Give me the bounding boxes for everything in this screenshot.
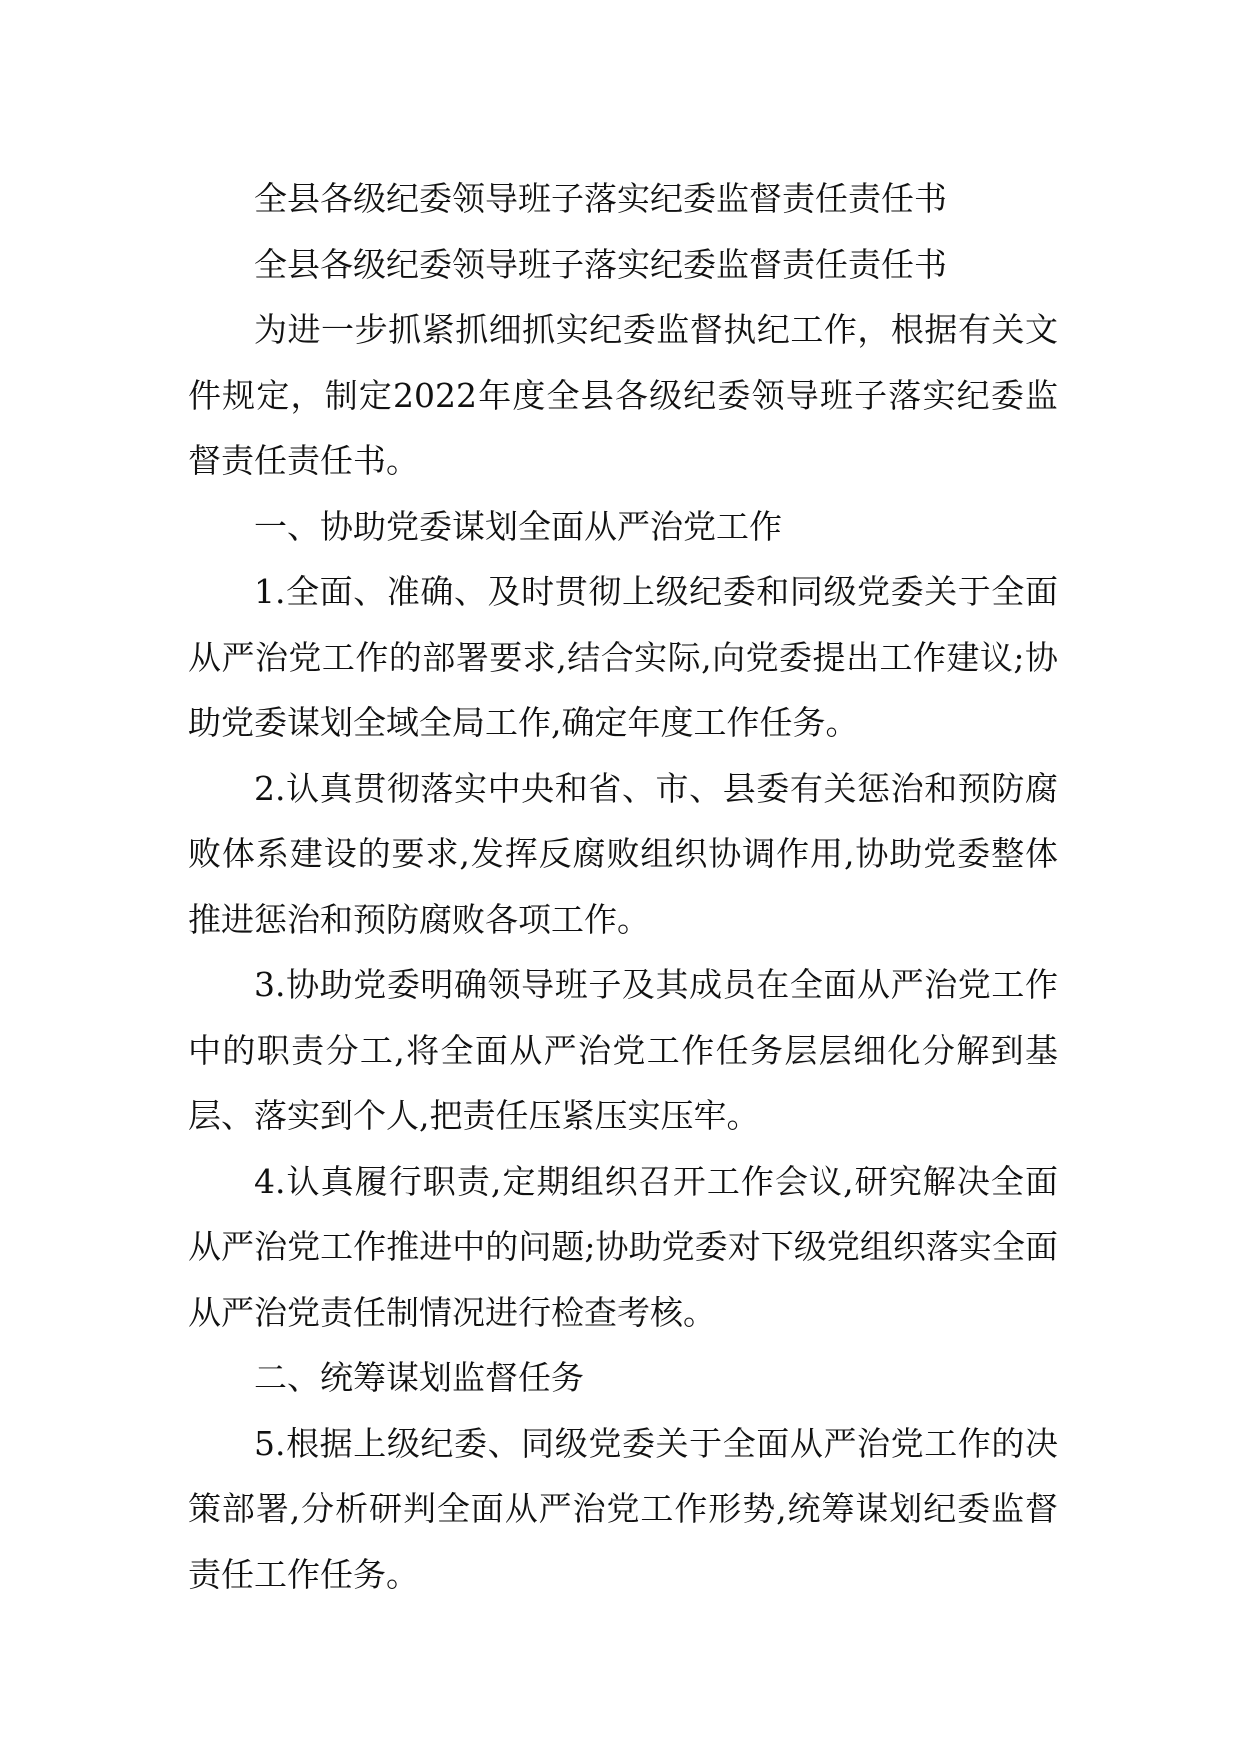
list-item-3: 3.协助党委明确领导班子及其成员在全面从严治党工作中的职责分工,将全面从严治党工作任务层层细化分解到基层、落实到个人,把责任压紧压实压牢。 bbox=[188, 965, 1058, 1135]
list-item-1: 1.全面、准确、及时贯彻上级纪委和同级党委关于全面从严治党工作的部署要求,结合实际,向党委提出工作建议;协助党委谋划全域全局工作,确定年度工作任务。 bbox=[188, 572, 1058, 742]
section-heading-1: 一、协助党委谋划全面从严治党工作 bbox=[254, 506, 782, 546]
intro-paragraph: 为进一步抓紧抓细抓实纪委监督执纪工作，根据有关文件规定，制定2022年度全县各级纪委领导班子落实纪委监督责任责任书。 bbox=[188, 310, 1058, 480]
list-item-5: 5.根据上级纪委、同级党委关于全面从严治党工作的决策部署,分析研判全面从严治党工作形势,统筹谋划纪委监督责任工作任务。 bbox=[188, 1423, 1058, 1594]
list-item-2: 2.认真贯彻落实中央和省、市、县委有关惩治和预防腐败体系建设的要求,发挥反腐败组织协调作用,协助党委整体推进惩治和预防腐败各项工作。 bbox=[188, 768, 1058, 939]
document-title: 全县各级纪委领导班子落实纪委监督责任责任书 bbox=[254, 179, 947, 218]
list-item-4: 4.认真履行职责,定期组织召开工作会议,研究解决全面从严治党工作推进中的问题;协助党委对下级党组织落实全面从严治党责任制情况进行检查考核。 bbox=[188, 1161, 1058, 1332]
document-subtitle: 全县各级纪委领导班子落实纪委监督责任责任书 bbox=[254, 244, 947, 284]
document-body bbox=[188, 166, 1058, 1607]
section-heading-2: 二、统筹谋划监督任务 bbox=[254, 1358, 584, 1397]
